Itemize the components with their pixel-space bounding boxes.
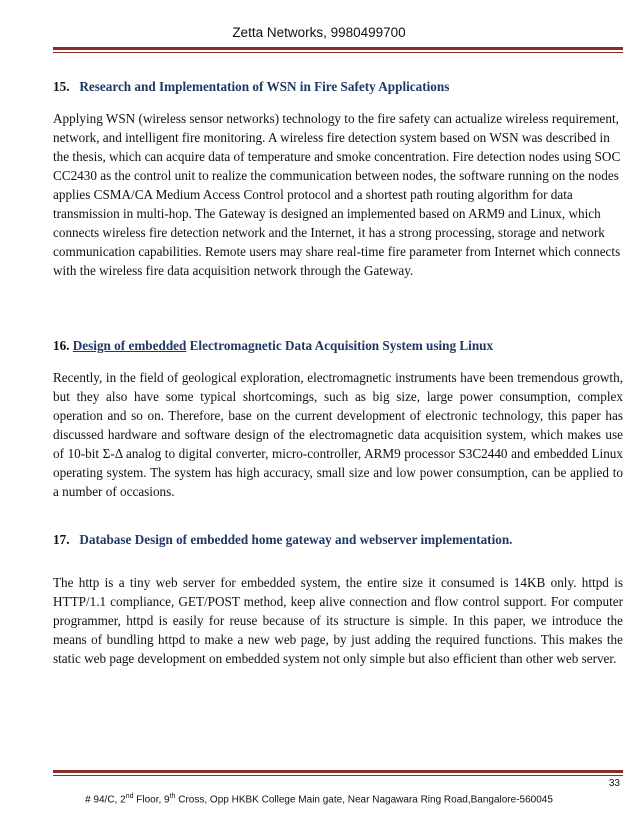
section-16-title-rest: Electromagnetic Data Acquisition System using Linux: [189, 338, 494, 353]
footer-sup-th: th: [169, 793, 176, 800]
section-17-body: The http is a tiny web server for embedded system, the entire size it consumed is 14KB only. httpd is HTTP/1.1 compliance, GET/POST method, keep alive connection and flow control support. For computer programmer, httpd is easily for reuse because of its structure is simple. In this paper, we introduce the means of bundling httpd to make a new web page, by just adding the required functions. This makes the static web page development on embedded system not only simple but also efficient than other web server.: [53, 575, 623, 666]
page-header: Zetta Networks, 9980499700: [232, 25, 406, 40]
footer-address-part1: # 94/C, 2: [85, 794, 126, 806]
section-15-body: Applying WSN (wireless sensor networks) technology to the fire safety can actualize wireless requirement, network, and intelligent fire monitoring. A wireless fire detection system based on WSN was described in the thesis, which can acquire data of temperature and smoke concentration. Fire detection nodes using SOC CC2430 as the control unit to realize the communication between nodes, the software running on the nodes applies CSMA/CA Medium Access Control protocol and a shortest path routing algorithm for data transmission in multi-hop. The Gateway is designed an implemented based on ARM9 and Linux, which connects wireless fire detection network and the Internet, it has a strong processing, storage and network communication capabilities. Remote users may share real-time fire parameter from Internet which connects with the wireless fire data acquisition network through the Gateway.: [53, 111, 621, 278]
footer-rule: [53, 770, 623, 773]
page-number: 33: [608, 778, 620, 789]
footer-rule-thin: [53, 775, 623, 776]
section-15-title: Research and Implementation of WSN in Fire Safety Applications: [79, 79, 450, 94]
page-footer: [0, 793, 638, 805]
section-16-heading: [53, 337, 623, 355]
footer-address-part2: Floor, 9: [133, 794, 170, 806]
header-rule: [53, 47, 623, 50]
section-17-title: Database Design of embedded home gateway and webserver implementation.: [79, 532, 513, 547]
section-16-number: 16.: [53, 338, 70, 353]
section-17-number: 17.: [53, 532, 70, 547]
section-16-body: Recently, in the field of geological exploration, electromagnetic instruments have been tremendous growth, but they also have some typical shortcomings, such as big size, large power consumption, complex operation and so on. Therefore, base on the current development of electronic technology, this paper has discussed hardware and software design of the electromagnetic data acquisition system, which makes use of 10-bit Σ-Δ analog to digital converter, micro-controller, ARM9 processor S3C2440 and embedded Linux operating system. The system has high accuracy, small size and low power consumption, can be applied to a number of occasions.: [53, 370, 623, 499]
page-content: [53, 78, 623, 668]
header-rule-thin: [53, 52, 623, 53]
footer-address-part3: Cross, Opp HKBK College Main gate, Near Nagawara Ring Road,Bangalore-560045: [175, 794, 553, 806]
section-15-number: 15.: [53, 79, 70, 94]
section-17-heading: [53, 531, 623, 549]
section-16-title-underlined: Design of embedded: [72, 338, 187, 353]
footer-sup-nd: nd: [125, 793, 134, 800]
section-15-heading: [53, 78, 623, 96]
